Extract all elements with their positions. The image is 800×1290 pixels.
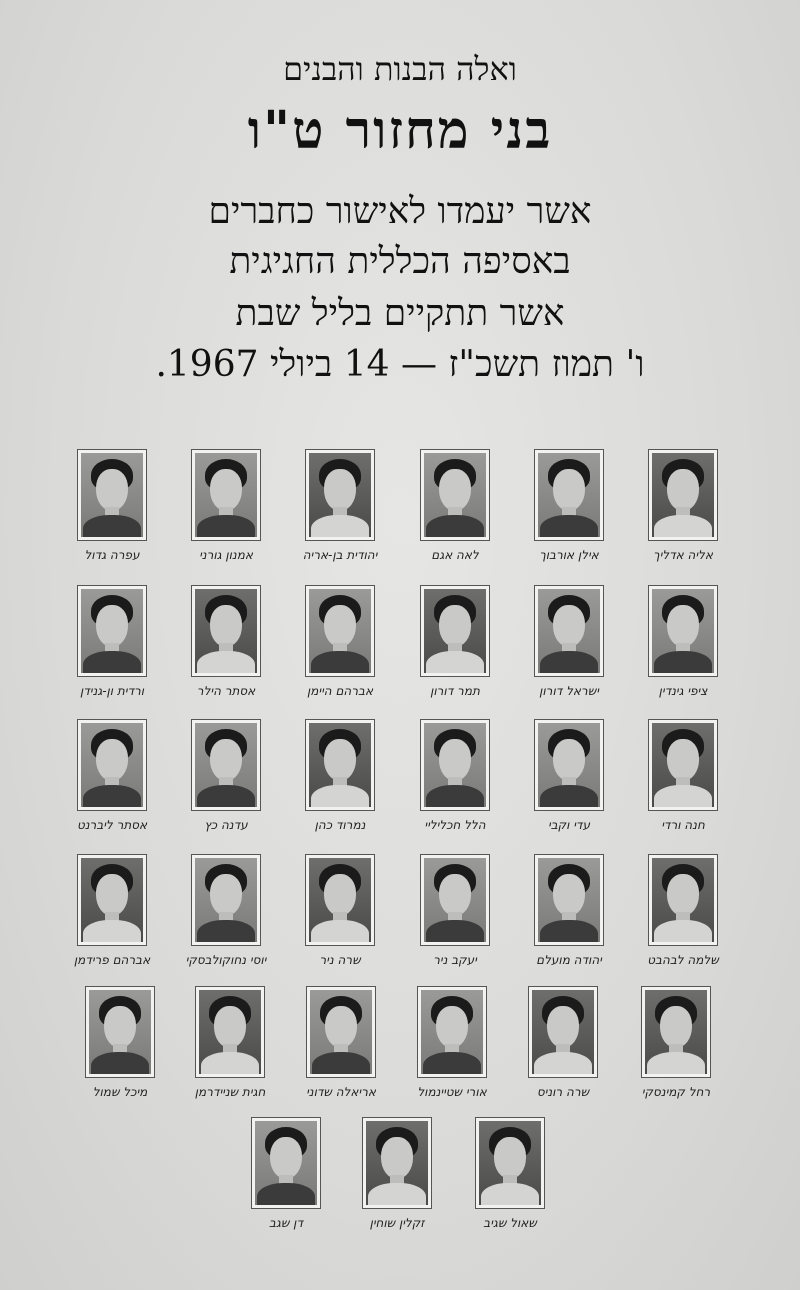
member-name: דן שגב bbox=[268, 1216, 304, 1230]
member-name: אריאלה שדוני bbox=[306, 1085, 376, 1099]
member-name: שרה ניר bbox=[319, 953, 361, 967]
member-tile bbox=[284, 855, 396, 967]
member-name: תמר דורון bbox=[430, 684, 480, 698]
header-line-intro: ואלה הבנות והבנים bbox=[283, 50, 517, 88]
member-name: חגית שניידרמן bbox=[194, 1085, 266, 1099]
member-photo bbox=[642, 987, 710, 1077]
member-photo bbox=[421, 855, 489, 945]
member-photo bbox=[421, 720, 489, 810]
member-tile bbox=[399, 855, 511, 967]
member-tile bbox=[56, 855, 168, 967]
header-line-when: אשר תתקיים בליל שבת bbox=[235, 293, 565, 334]
member-name: מיכל שמול bbox=[92, 1085, 148, 1099]
member-photo bbox=[649, 586, 717, 676]
member-name: שלמה לבהבט bbox=[647, 953, 719, 967]
member-tile bbox=[174, 987, 286, 1099]
member-name: נמרוד כהן bbox=[314, 818, 366, 832]
member-tile bbox=[620, 987, 732, 1099]
member-photo bbox=[192, 855, 260, 945]
member-tile bbox=[507, 987, 619, 1099]
member-photo bbox=[535, 720, 603, 810]
member-photo bbox=[306, 450, 374, 540]
header-line-title: בני מחזור ט"ו bbox=[247, 100, 553, 161]
member-photo bbox=[78, 586, 146, 676]
member-name: אורי שטיינמול bbox=[417, 1085, 487, 1099]
member-tile bbox=[513, 586, 625, 698]
member-tile bbox=[399, 450, 511, 562]
member-photo bbox=[418, 987, 486, 1077]
member-name: שרה רוניס bbox=[536, 1085, 590, 1099]
member-name: אסתר ליברנט bbox=[76, 818, 148, 832]
member-photo bbox=[476, 1118, 544, 1208]
member-tile bbox=[64, 987, 176, 1099]
member-tile bbox=[399, 586, 511, 698]
member-tile bbox=[341, 1118, 453, 1230]
member-name: חנה ורדי bbox=[661, 818, 705, 832]
member-photo bbox=[649, 450, 717, 540]
member-name: עדי וקבי bbox=[548, 818, 590, 832]
member-tile bbox=[627, 586, 739, 698]
member-photo bbox=[421, 450, 489, 540]
member-name: זקלין שוחין bbox=[369, 1216, 425, 1230]
member-tile bbox=[284, 450, 396, 562]
member-tile bbox=[513, 855, 625, 967]
member-tile bbox=[396, 987, 508, 1099]
member-name: ורדית ון-גנידן bbox=[79, 684, 145, 698]
member-name: עדנה כץ bbox=[204, 818, 248, 832]
member-name: יעקב ניר bbox=[433, 953, 477, 967]
member-tile bbox=[56, 586, 168, 698]
member-tile bbox=[627, 855, 739, 967]
member-tile bbox=[170, 450, 282, 562]
member-tile bbox=[56, 720, 168, 832]
member-name: לאה אגם bbox=[431, 548, 479, 562]
member-photo bbox=[192, 450, 260, 540]
header-line-assembly: באסיפה הכללית החגיגית bbox=[229, 241, 571, 282]
header-line-date: ו' תמוז תשכ"ז — 14 ביולי 1967. bbox=[155, 344, 645, 385]
member-tile bbox=[170, 586, 282, 698]
member-tile bbox=[284, 586, 396, 698]
member-photo bbox=[306, 586, 374, 676]
member-photo bbox=[196, 987, 264, 1077]
member-tile bbox=[454, 1118, 566, 1230]
member-tile bbox=[230, 1118, 342, 1230]
member-photo bbox=[649, 720, 717, 810]
member-photo bbox=[363, 1118, 431, 1208]
member-name: אילן אורבוך bbox=[539, 548, 599, 562]
member-photo bbox=[252, 1118, 320, 1208]
member-photo bbox=[307, 987, 375, 1077]
member-photo bbox=[535, 855, 603, 945]
member-photo bbox=[535, 450, 603, 540]
member-tile bbox=[513, 450, 625, 562]
member-name: הלל חכליליי bbox=[424, 818, 486, 832]
member-name: אברהם היימן bbox=[307, 684, 373, 698]
member-name: יהודה מועלם bbox=[536, 953, 602, 967]
member-name: ציפי גינדין bbox=[658, 684, 708, 698]
member-name: אליה אדליך bbox=[653, 548, 713, 562]
member-photo bbox=[306, 855, 374, 945]
member-photo bbox=[535, 586, 603, 676]
member-name: אמנון גורני bbox=[199, 548, 253, 562]
member-name: שאול שגיב bbox=[483, 1216, 537, 1230]
member-tile bbox=[627, 450, 739, 562]
member-name: יהודית בן-אריה bbox=[302, 548, 378, 562]
member-name: רחל קמינסקי bbox=[641, 1085, 711, 1099]
member-photo bbox=[78, 855, 146, 945]
member-photo bbox=[78, 720, 146, 810]
member-name: יוסי נחוקולבסקי bbox=[185, 953, 267, 967]
member-photo bbox=[78, 450, 146, 540]
member-tile bbox=[627, 720, 739, 832]
member-name: עפרה גדול bbox=[84, 548, 140, 562]
member-photo bbox=[529, 987, 597, 1077]
member-tile bbox=[285, 987, 397, 1099]
member-photo bbox=[421, 586, 489, 676]
member-tile bbox=[284, 720, 396, 832]
member-photo bbox=[306, 720, 374, 810]
member-name: ישראל דורון bbox=[539, 684, 599, 698]
member-name: אברהם פרידמן bbox=[73, 953, 151, 967]
member-tile bbox=[170, 720, 282, 832]
member-photo bbox=[86, 987, 154, 1077]
header-line-approval: אשר יעמדו לאישור כחברים bbox=[208, 191, 592, 232]
member-tile bbox=[513, 720, 625, 832]
member-photo bbox=[192, 586, 260, 676]
member-photo bbox=[192, 720, 260, 810]
member-tile bbox=[56, 450, 168, 562]
member-tile bbox=[170, 855, 282, 967]
member-name: אסתר הילר bbox=[196, 684, 256, 698]
member-photo bbox=[649, 855, 717, 945]
member-tile bbox=[399, 720, 511, 832]
